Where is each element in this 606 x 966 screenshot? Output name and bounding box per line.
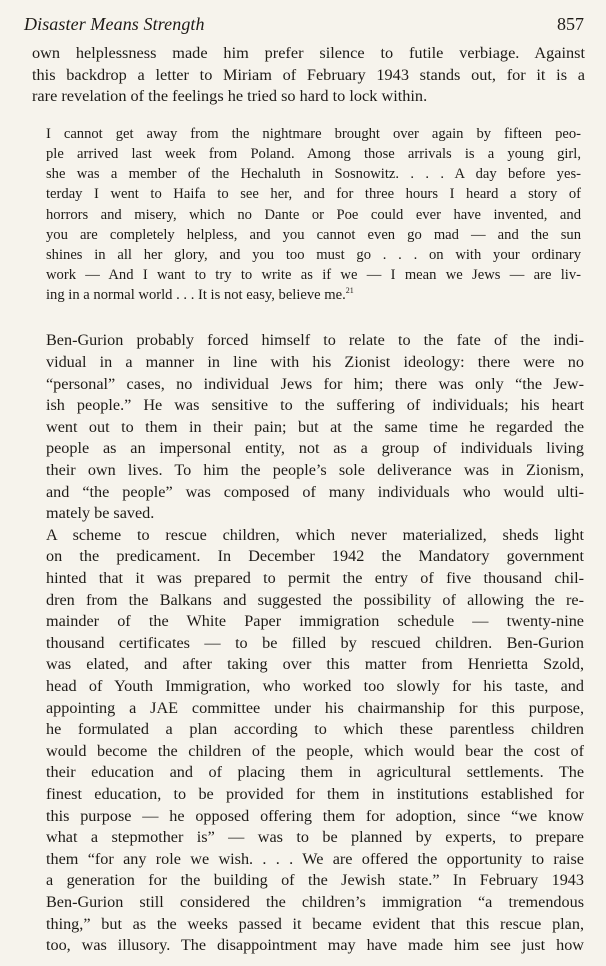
text-line: head of Youth Immigration, who worked too slowly for his taste, and [46,676,584,695]
page-number: 857 [557,14,584,34]
running-head [24,14,586,42]
text-line: hinted that it was prepared to permit the entry of five thousand chil- [46,569,584,587]
quote-line: you are completely helpless, and you cannot even go mad — and the sun [46,226,581,243]
text-line: mainder of the White Paper immigration schedule — twenty-nine [46,612,584,631]
text-line: and “the people” was composed of many individuals who would ulti- [46,482,584,501]
text-line: a generation for the building of the Jewish state.” In February 1943 [46,871,584,890]
text-line: A scheme to rescue children, which never materialized, sheds light [46,525,584,544]
book-page [24,14,586,957]
paragraph-1 [46,330,584,524]
quote-line: I cannot get away from the nightmare brought over again by fifteen peo- [46,125,581,142]
text-line: this backdrop a letter to Miriam of February 1943 stands out, for it is a [32,64,585,84]
text-line: mately be saved. [46,504,155,523]
quote-line: terday I went to Haifa to see her, and for three hours I heard a story of [46,186,581,203]
text-line: ish people.” He was sensitive to the suffering of individuals; his heart [46,396,584,415]
text-line: thing,” but as the weeks passed it became evident that this rescue plan, [46,914,584,933]
text-line: this purpose — he opposed offering them for adoption, since “we know [46,806,584,825]
block-quote [46,124,581,306]
text-line: what a stepmother is” — was to be planned by experts, to prepare [46,828,584,847]
text-line: “personal” cases, no individual Jews for him; there was only “the Jew- [46,374,584,393]
text-line: he formulated a plan according to which these parentless children [46,720,584,739]
text-line: vidual in a manner in line with his Zionist ideology: there were no [46,353,584,372]
quote-line: work — And I want to try to write as if we — I mean we Jews — are liv- [46,267,581,284]
text-line: would become the children of the people, which would bear the cost of [46,741,584,760]
text-line: thousand certificates — to be filled by rescued children. Ben-Gurion [46,633,584,652]
text-line: own helplessness made him prefer silence to futile verbiage. Against [32,43,585,62]
text-line: people as an impersonal entity, not as a group of individuals living [46,439,584,458]
text-line: went out to them in their pain; but at the same time he regarded the [46,417,584,436]
text-line: finest education, to be provided for them in institutions established for [46,784,584,803]
text-line: their education and of placing them in agricultural settlements. The [46,763,584,782]
quote-text: ing in a normal world . . . It is not easy, believe me. [46,287,346,304]
intro-paragraph [24,42,586,107]
footnote-ref: 21 [345,286,354,296]
text-line: Ben-Gurion probably forced himself to relate to the fate of the indi- [46,331,584,350]
text-line: them “for any role we wish. . . . We are offered the opportunity to raise [46,849,584,868]
text-line: their own lives. To him the people’s sole deliverance was in Zionism, [46,461,584,480]
main-text [46,330,584,956]
quote-line: ple arrived last week from Poland. Among those arrivals is a young girl, [46,145,581,162]
text-line: too, was illusory. The disappointment may have made him see just how [46,936,584,955]
text-line: dren from the Balkans and suggested the possibility of allowing the re- [46,590,584,609]
quote-line: she was a member of the Hechaluth in Sosnowitz. . . . A day before yes- [46,166,581,183]
running-title: Disaster Means Strength [24,14,205,34]
quote-line: horrors and misery, which no Dante or Poe could ever have invented, and [46,206,581,223]
text-line: rare revelation of the feelings he tried so hard to lock within. [32,86,428,106]
paragraph-2 [46,525,584,957]
text-line: appointing a JAE committee under his chairmanship for this purpose, [46,698,584,717]
text-line: Ben-Gurion still considered the children’s immigration “a tremendous [46,892,584,911]
quote-line-last [46,285,581,305]
text-line: on the predicament. In December 1942 the Mandatory government [46,547,584,566]
quote-line: shines in all her glory, and you too must go . . . on with your ordinary [46,246,581,263]
text-line: was elated, and after taking over this matter from Henrietta Szold, [46,655,584,674]
